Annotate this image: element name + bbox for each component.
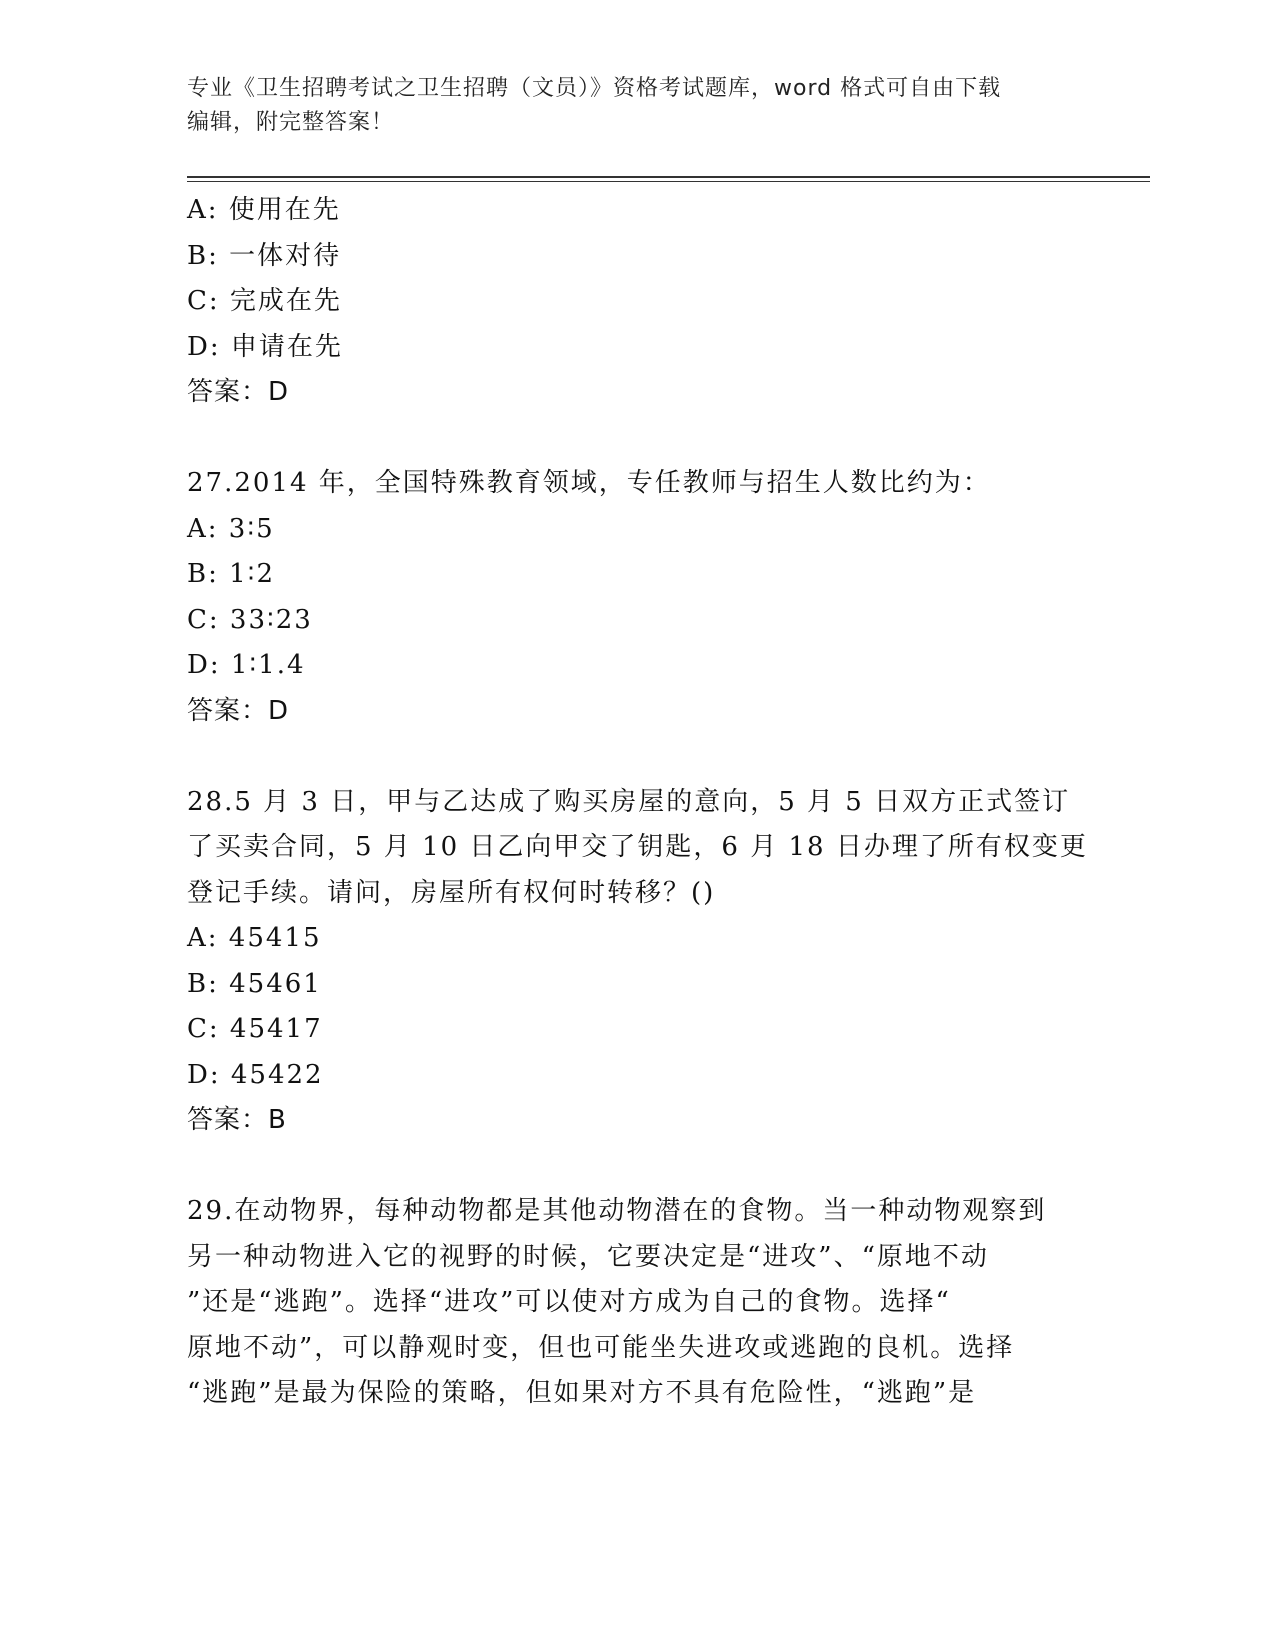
option-a: A: 3∶5 — [187, 513, 275, 544]
option-a: A: 45415 — [187, 923, 322, 953]
header-divider-thick — [187, 176, 1150, 178]
question-stem-line: 另一种动物进入它的视野的时候，它要决定是“进攻”、“原地不动 — [187, 1241, 989, 1272]
option-d: D: 1∶1.4 — [187, 650, 306, 680]
option-c: C: 33∶23 — [187, 604, 313, 635]
question-stem: 27.2014 年，全国特殊教育领域，专任教师与招生人数比约为： — [187, 468, 991, 498]
option-d: D: 申请在先 — [187, 331, 343, 362]
option-a: A: 使用在先 — [187, 195, 341, 225]
question-stem-line: ”还是“逃跑”。选择“进攻”可以使对方成为自己的食物。选择“ — [187, 1287, 951, 1317]
question-stem-line: “逃跑”是最为保险的策略，但如果对方不具有危险性，“逃跑”是 — [187, 1378, 977, 1408]
question-stem-line: 了买卖合同，5 月 10 日乙向甲交了钥匙，6 月 18 日办理了所有权变更 — [187, 832, 1088, 862]
option-b: B: 一体对待 — [187, 240, 342, 271]
answer-line: 答案：D — [187, 695, 290, 726]
document-header — [187, 72, 1087, 140]
header-line-2: 编辑，附完整答案！ — [187, 110, 395, 135]
question-stem-line: 登记手续。请问，房屋所有权何时转移？() — [187, 877, 716, 908]
header-divider-thin — [187, 181, 1150, 182]
option-c: C: 45417 — [187, 1014, 323, 1044]
question-28 — [187, 780, 1087, 1144]
question-list — [187, 188, 1087, 1417]
answer-line: 答案：D — [187, 377, 290, 407]
spacer — [187, 416, 1087, 462]
answer-line: 答案：B — [187, 1105, 287, 1135]
header-line-1: 专业《卫生招聘考试之卫生招聘（文员）》资格考试题库，word 格式可自由下载 — [187, 76, 1002, 101]
spacer — [187, 734, 1087, 780]
question-stem-line: 原地不动”，可以静观时变，但也可能坐失进攻或逃跑的良机。选择 — [187, 1332, 1015, 1363]
question-26 — [187, 188, 1087, 416]
option-b: B: 1∶2 — [187, 559, 275, 589]
question-stem-line: 28.5 月 3 日，甲与乙达成了购买房屋的意向，5 月 5 日双方正式签订 — [187, 786, 1071, 817]
option-d: D: 45422 — [187, 1059, 324, 1090]
option-b: B: 45461 — [187, 968, 322, 999]
question-29 — [187, 1189, 1087, 1417]
option-c: C: 完成在先 — [187, 286, 342, 316]
question-stem-line: 29.在动物界，每种动物都是其他动物潜在的食物。当一种动物观察到 — [187, 1196, 1047, 1226]
spacer — [187, 1144, 1087, 1190]
question-27 — [187, 461, 1087, 734]
